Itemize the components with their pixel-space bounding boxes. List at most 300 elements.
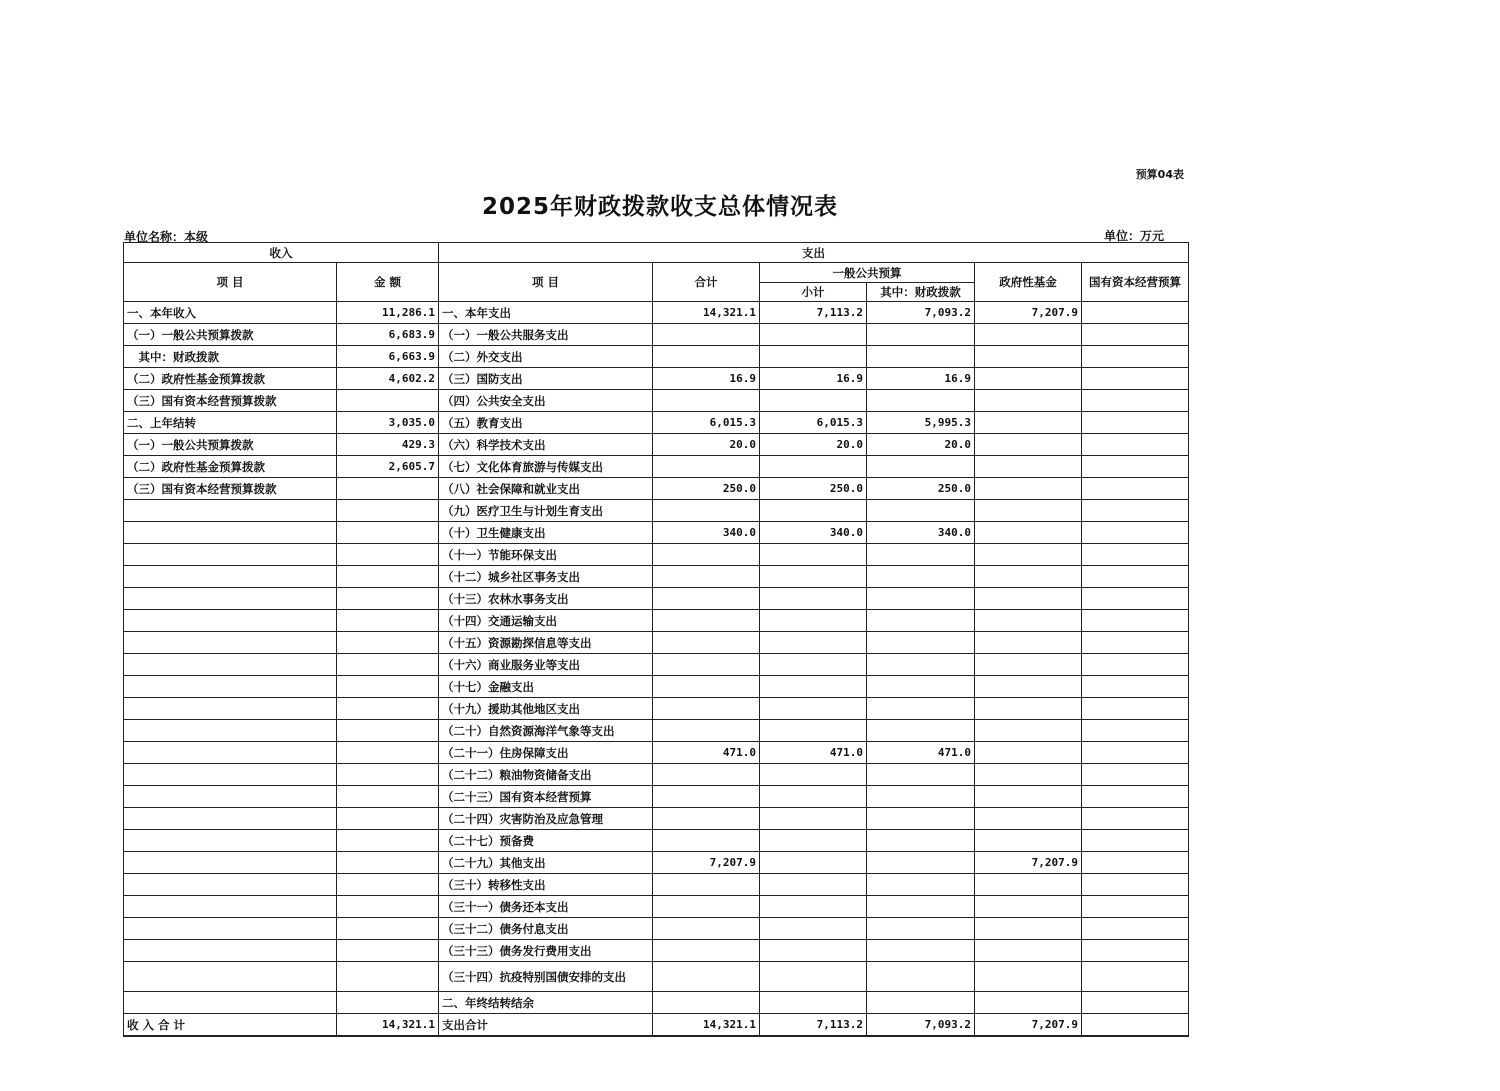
table-row	[124, 588, 1189, 610]
income-amount-cell: 3,035.0	[337, 412, 439, 434]
state-capital-cell	[1082, 676, 1189, 698]
state-capital-cell	[1082, 478, 1189, 500]
fiscal-cell	[867, 544, 975, 566]
fiscal-cell	[867, 654, 975, 676]
subtotal-cell	[760, 830, 867, 852]
income-amount-cell	[337, 786, 439, 808]
state-capital-cell	[1082, 588, 1189, 610]
total-cell: 20.0	[653, 434, 760, 456]
state-capital-cell	[1082, 544, 1189, 566]
income-item-cell	[124, 918, 337, 940]
total-cell	[653, 676, 760, 698]
table-row	[124, 346, 1189, 368]
fiscal-cell	[867, 830, 975, 852]
income-item-cell	[124, 742, 337, 764]
gov-fund-cell	[975, 544, 1082, 566]
expense-item-cell: （四）公共安全支出	[439, 390, 653, 412]
table-row	[124, 544, 1189, 566]
currency-unit: 单位：万元	[1103, 229, 1164, 243]
income-amount-cell	[337, 654, 439, 676]
table-row	[124, 764, 1189, 786]
table-row	[124, 302, 1189, 324]
income-item-cell: 其中：财政拨款	[124, 346, 337, 368]
income-header: 收入	[124, 243, 439, 263]
income-item-cell	[124, 720, 337, 742]
expense-item-cell: （二十九）其他支出	[439, 852, 653, 874]
income-item-cell	[124, 654, 337, 676]
gov-fund-cell	[975, 896, 1082, 918]
fiscal-cell	[867, 852, 975, 874]
total-cell: 16.9	[653, 368, 760, 390]
gov-fund-cell	[975, 992, 1082, 1014]
gov-fund-cell	[975, 412, 1082, 434]
expense-item-cell: （二十二）粮油物资储备支出	[439, 764, 653, 786]
subtotal-header: 小计	[760, 283, 867, 302]
income-amount-cell	[337, 992, 439, 1014]
gov-fund-cell	[975, 610, 1082, 632]
gov-fund-cell	[975, 742, 1082, 764]
total-cell	[653, 588, 760, 610]
gov-fund-cell	[975, 588, 1082, 610]
total-cell: 250.0	[653, 478, 760, 500]
table-row	[124, 874, 1189, 896]
header-row-1	[124, 243, 1189, 263]
income-amount-cell	[337, 852, 439, 874]
expense-item-cell: （三十一）债务还本支出	[439, 896, 653, 918]
expense-item-cell: （十七）金融支出	[439, 676, 653, 698]
state-capital-cell	[1082, 764, 1189, 786]
table-row	[124, 478, 1189, 500]
table-row	[124, 632, 1189, 654]
gov-fund-cell	[975, 456, 1082, 478]
gov-fund-cell	[975, 522, 1082, 544]
expense-item-cell: （十四）交通运输支出	[439, 610, 653, 632]
state-capital-cell	[1082, 434, 1189, 456]
total-cell	[653, 720, 760, 742]
income-item-cell	[124, 962, 337, 992]
income-amount-cell	[337, 390, 439, 412]
total-cell	[653, 500, 760, 522]
total-cell	[653, 566, 760, 588]
table-row	[124, 918, 1189, 940]
expense-item-cell: （十）卫生健康支出	[439, 522, 653, 544]
fiscal-cell	[867, 962, 975, 992]
income-amount-cell	[337, 500, 439, 522]
subtotal-cell	[760, 698, 867, 720]
table-row	[124, 434, 1189, 456]
expense-header: 支出	[439, 243, 1189, 263]
income-item-cell	[124, 676, 337, 698]
state-capital-cell	[1082, 808, 1189, 830]
subtotal-cell	[760, 632, 867, 654]
gov-fund-cell	[975, 654, 1082, 676]
total-cell: 471.0	[653, 742, 760, 764]
total-cell	[653, 632, 760, 654]
state-capital-cell	[1082, 852, 1189, 874]
income-amount-cell: 429.3	[337, 434, 439, 456]
fiscal-cell	[867, 786, 975, 808]
total-header: 合计	[653, 263, 760, 302]
subtotal-cell	[760, 324, 867, 346]
subtotal-cell: 340.0	[760, 522, 867, 544]
total-cell: 340.0	[653, 522, 760, 544]
subtotal-cell	[760, 588, 867, 610]
gov-fund-cell	[975, 962, 1082, 992]
fiscal-cell: 250.0	[867, 478, 975, 500]
income-item-cell	[124, 500, 337, 522]
table-row	[124, 390, 1189, 412]
table-row	[124, 456, 1189, 478]
total-cell	[653, 992, 760, 1014]
state-capital-cell	[1082, 1014, 1189, 1037]
total-cell	[653, 786, 760, 808]
state-capital-cell	[1082, 522, 1189, 544]
income-amount-cell	[337, 478, 439, 500]
totals-row	[124, 1014, 1189, 1037]
total-cell	[653, 830, 760, 852]
income-amount-cell: 4,602.2	[337, 368, 439, 390]
state-capital-cell	[1082, 500, 1189, 522]
state-capital-cell	[1082, 720, 1189, 742]
expense-item-cell: （三十三）债务发行费用支出	[439, 940, 653, 962]
income-amount-cell	[337, 544, 439, 566]
fiscal-cell	[867, 324, 975, 346]
subtotal-cell: 6,015.3	[760, 412, 867, 434]
gov-fund-cell	[975, 808, 1082, 830]
gov-fund-header: 政府性基金	[975, 263, 1082, 302]
gov-fund-cell	[975, 764, 1082, 786]
expense-item-cell: （八）社会保障和就业支出	[439, 478, 653, 500]
gov-fund-cell	[975, 676, 1082, 698]
fiscal-cell	[867, 940, 975, 962]
income-item-cell	[124, 874, 337, 896]
subtotal-cell	[760, 918, 867, 940]
expense-item-cell: 一、本年支出	[439, 302, 653, 324]
fiscal-cell: 16.9	[867, 368, 975, 390]
fiscal-cell: 5,995.3	[867, 412, 975, 434]
total-cell	[653, 764, 760, 786]
total-cell	[653, 610, 760, 632]
total-cell	[653, 456, 760, 478]
fiscal-cell	[867, 720, 975, 742]
fiscal-cell	[867, 566, 975, 588]
income-amount-cell: 11,286.1	[337, 302, 439, 324]
gov-fund-cell	[975, 786, 1082, 808]
expense-item-cell: （二十）自然资源海洋气象等支出	[439, 720, 653, 742]
subtotal-cell	[760, 720, 867, 742]
income-amount-cell	[337, 830, 439, 852]
expense-item-cell: （三十四）抗疫特别国债安排的支出	[439, 962, 653, 992]
income-item-cell: 二、上年结转	[124, 412, 337, 434]
fiscal-cell	[867, 698, 975, 720]
state-capital-cell	[1082, 742, 1189, 764]
income-amount-cell: 6,683.9	[337, 324, 439, 346]
income-amount-cell	[337, 676, 439, 698]
subtotal-cell	[760, 566, 867, 588]
subtotal-cell	[760, 874, 867, 896]
state-capital-cell	[1082, 940, 1189, 962]
table-row	[124, 324, 1189, 346]
state-capital-cell	[1082, 992, 1189, 1014]
income-item-cell	[124, 852, 337, 874]
gov-fund-cell	[975, 368, 1082, 390]
subtotal-cell: 7,113.2	[760, 1014, 867, 1037]
total-cell	[653, 390, 760, 412]
state-capital-cell	[1082, 412, 1189, 434]
gov-fund-cell	[975, 720, 1082, 742]
subtotal-cell: 471.0	[760, 742, 867, 764]
subtotal-cell: 7,113.2	[760, 302, 867, 324]
total-cell	[653, 962, 760, 992]
fiscal-cell: 7,093.2	[867, 302, 975, 324]
subtotal-cell: 250.0	[760, 478, 867, 500]
state-capital-cell	[1082, 896, 1189, 918]
total-cell	[653, 698, 760, 720]
state-capital-cell	[1082, 302, 1189, 324]
table-row	[124, 852, 1189, 874]
state-capital-cell	[1082, 874, 1189, 896]
table-row	[124, 522, 1189, 544]
fiscal-cell	[867, 390, 975, 412]
table-row	[124, 654, 1189, 676]
fiscal-cell	[867, 610, 975, 632]
state-capital-cell	[1082, 962, 1189, 992]
gov-fund-cell	[975, 698, 1082, 720]
general-budget-header: 一般公共预算	[760, 263, 975, 283]
fiscal-cell	[867, 500, 975, 522]
income-item-cell	[124, 588, 337, 610]
income-amount-cell	[337, 610, 439, 632]
total-cell	[653, 654, 760, 676]
state-capital-cell	[1082, 632, 1189, 654]
gov-fund-cell	[975, 632, 1082, 654]
state-capital-cell	[1082, 390, 1189, 412]
income-item-cell: 一、本年收入	[124, 302, 337, 324]
subtotal-cell	[760, 808, 867, 830]
income-amount-header: 金 额	[337, 263, 439, 302]
income-item-cell	[124, 830, 337, 852]
income-item-cell: （三）国有资本经营预算拨款	[124, 478, 337, 500]
table-row	[124, 412, 1189, 434]
income-item-cell	[124, 610, 337, 632]
total-cell	[653, 896, 760, 918]
gov-fund-cell: 7,207.9	[975, 852, 1082, 874]
state-capital-cell	[1082, 786, 1189, 808]
expense-item-cell: （二十四）灾害防治及应急管理	[439, 808, 653, 830]
state-capital-cell	[1082, 346, 1189, 368]
total-cell	[653, 808, 760, 830]
subtotal-cell	[760, 786, 867, 808]
expense-item-cell: （三）国防支出	[439, 368, 653, 390]
expense-item-cell: （十一）节能环保支出	[439, 544, 653, 566]
income-amount-cell	[337, 566, 439, 588]
fiscal-cell	[867, 896, 975, 918]
income-amount-cell	[337, 698, 439, 720]
gov-fund-cell	[975, 390, 1082, 412]
expense-item-cell: （五）教育支出	[439, 412, 653, 434]
fiscal-cell	[867, 874, 975, 896]
expense-item-cell: （十三）农林水事务支出	[439, 588, 653, 610]
total-cell	[653, 346, 760, 368]
gov-fund-cell	[975, 918, 1082, 940]
fiscal-cell: 7,093.2	[867, 1014, 975, 1037]
subtotal-cell: 16.9	[760, 368, 867, 390]
total-cell: 6,015.3	[653, 412, 760, 434]
gov-fund-cell	[975, 830, 1082, 852]
income-item-cell: 收 入 合 计	[124, 1014, 337, 1037]
state-capital-cell	[1082, 918, 1189, 940]
expense-item-cell: （六）科学技术支出	[439, 434, 653, 456]
state-capital-cell	[1082, 698, 1189, 720]
fiscal-cell	[867, 456, 975, 478]
table-row	[124, 566, 1189, 588]
total-cell	[653, 324, 760, 346]
subtotal-cell	[760, 896, 867, 918]
state-capital-cell	[1082, 368, 1189, 390]
table-row	[124, 896, 1189, 918]
expense-item-cell: （三十二）债务付息支出	[439, 918, 653, 940]
subtotal-cell	[760, 544, 867, 566]
table-row	[124, 500, 1189, 522]
fiscal-cell: 471.0	[867, 742, 975, 764]
expense-item-cell: （一）一般公共服务支出	[439, 324, 653, 346]
income-item-cell	[124, 764, 337, 786]
table-row	[124, 808, 1189, 830]
expense-item-cell: （二）外交支出	[439, 346, 653, 368]
income-item-cell	[124, 698, 337, 720]
fiscal-cell	[867, 808, 975, 830]
income-item-header: 项 目	[124, 263, 337, 302]
expense-item-cell: （十九）援助其他地区支出	[439, 698, 653, 720]
table-row	[124, 610, 1189, 632]
total-cell: 7,207.9	[653, 852, 760, 874]
subtotal-cell	[760, 610, 867, 632]
subtotal-cell	[760, 962, 867, 992]
income-item-cell: （三）国有资本经营预算拨款	[124, 390, 337, 412]
table-row	[124, 830, 1189, 852]
header-row-2	[124, 263, 1189, 283]
state-capital-cell	[1082, 610, 1189, 632]
form-number: 预算04表	[1135, 168, 1184, 181]
income-item-cell	[124, 522, 337, 544]
income-amount-cell	[337, 588, 439, 610]
page-title: 2025年财政拨款收支总体情况表	[481, 194, 838, 220]
table-row	[124, 676, 1189, 698]
fiscal-cell	[867, 588, 975, 610]
subtotal-cell	[760, 654, 867, 676]
subtotal-cell	[760, 456, 867, 478]
expense-item-cell: （十六）商业服务业等支出	[439, 654, 653, 676]
table-row	[124, 368, 1189, 390]
income-amount-cell	[337, 720, 439, 742]
fiscal-cell	[867, 992, 975, 1014]
gov-fund-cell: 7,207.9	[975, 1014, 1082, 1037]
income-amount-cell	[337, 522, 439, 544]
table-row	[124, 992, 1189, 1014]
gov-fund-cell	[975, 434, 1082, 456]
income-amount-cell	[337, 918, 439, 940]
total-cell: 14,321.1	[653, 1014, 760, 1037]
gov-fund-cell	[975, 478, 1082, 500]
expense-item-cell: （二十三）国有资本经营预算	[439, 786, 653, 808]
subtotal-cell	[760, 346, 867, 368]
state-capital-cell	[1082, 830, 1189, 852]
fiscal-cell: 340.0	[867, 522, 975, 544]
table-row	[124, 940, 1189, 962]
fiscal-cell: 20.0	[867, 434, 975, 456]
income-item-cell	[124, 632, 337, 654]
income-item-cell	[124, 808, 337, 830]
income-item-cell	[124, 544, 337, 566]
expense-item-cell: （三十）转移性支出	[439, 874, 653, 896]
expense-item-cell: （七）文化体育旅游与传媒支出	[439, 456, 653, 478]
total-cell: 14,321.1	[653, 302, 760, 324]
budget-table	[123, 242, 1189, 1037]
fiscal-cell	[867, 346, 975, 368]
total-cell	[653, 544, 760, 566]
income-amount-cell	[337, 962, 439, 992]
income-item-cell: （一）一般公共预算拨款	[124, 434, 337, 456]
expense-item-cell: （二十七）预备费	[439, 830, 653, 852]
income-amount-cell	[337, 742, 439, 764]
table-row	[124, 962, 1189, 992]
income-amount-cell	[337, 940, 439, 962]
income-amount-cell: 14,321.1	[337, 1014, 439, 1037]
gov-fund-cell	[975, 346, 1082, 368]
fiscal-cell	[867, 632, 975, 654]
total-cell	[653, 940, 760, 962]
fiscal-cell	[867, 676, 975, 698]
table-row	[124, 698, 1189, 720]
expense-item-cell: （十二）城乡社区事务支出	[439, 566, 653, 588]
income-item-cell	[124, 940, 337, 962]
gov-fund-cell: 7,207.9	[975, 302, 1082, 324]
subtotal-cell: 20.0	[760, 434, 867, 456]
state-capital-cell	[1082, 566, 1189, 588]
gov-fund-cell	[975, 874, 1082, 896]
income-amount-cell	[337, 808, 439, 830]
expense-item-cell: （二十一）住房保障支出	[439, 742, 653, 764]
income-amount-cell: 2,605.7	[337, 456, 439, 478]
expense-item-header: 项 目	[439, 263, 653, 302]
expense-item-cell: 支出合计	[439, 1014, 653, 1037]
income-amount-cell: 6,663.9	[337, 346, 439, 368]
income-amount-cell	[337, 632, 439, 654]
income-item-cell	[124, 786, 337, 808]
income-amount-cell	[337, 764, 439, 786]
expense-item-cell: （九）医疗卫生与计划生育支出	[439, 500, 653, 522]
subtotal-cell	[760, 764, 867, 786]
unit-name: 单位名称：本级	[124, 230, 209, 244]
subtotal-cell	[760, 390, 867, 412]
income-item-cell: （二）政府性基金预算拨款	[124, 456, 337, 478]
expense-item-cell: 二、年终结转结余	[439, 992, 653, 1014]
total-cell	[653, 918, 760, 940]
table-row	[124, 742, 1189, 764]
income-item-cell: （二）政府性基金预算拨款	[124, 368, 337, 390]
gov-fund-cell	[975, 566, 1082, 588]
fiscal-cell	[867, 918, 975, 940]
state-capital-header: 国有资本经营预算	[1082, 263, 1189, 302]
subtotal-cell	[760, 676, 867, 698]
income-item-cell: （一）一般公共预算拨款	[124, 324, 337, 346]
expense-item-cell: （十五）资源勘探信息等支出	[439, 632, 653, 654]
income-item-cell	[124, 566, 337, 588]
income-amount-cell	[337, 896, 439, 918]
state-capital-cell	[1082, 324, 1189, 346]
fiscal-header: 其中：财政拨款	[867, 283, 975, 302]
subtotal-cell	[760, 940, 867, 962]
